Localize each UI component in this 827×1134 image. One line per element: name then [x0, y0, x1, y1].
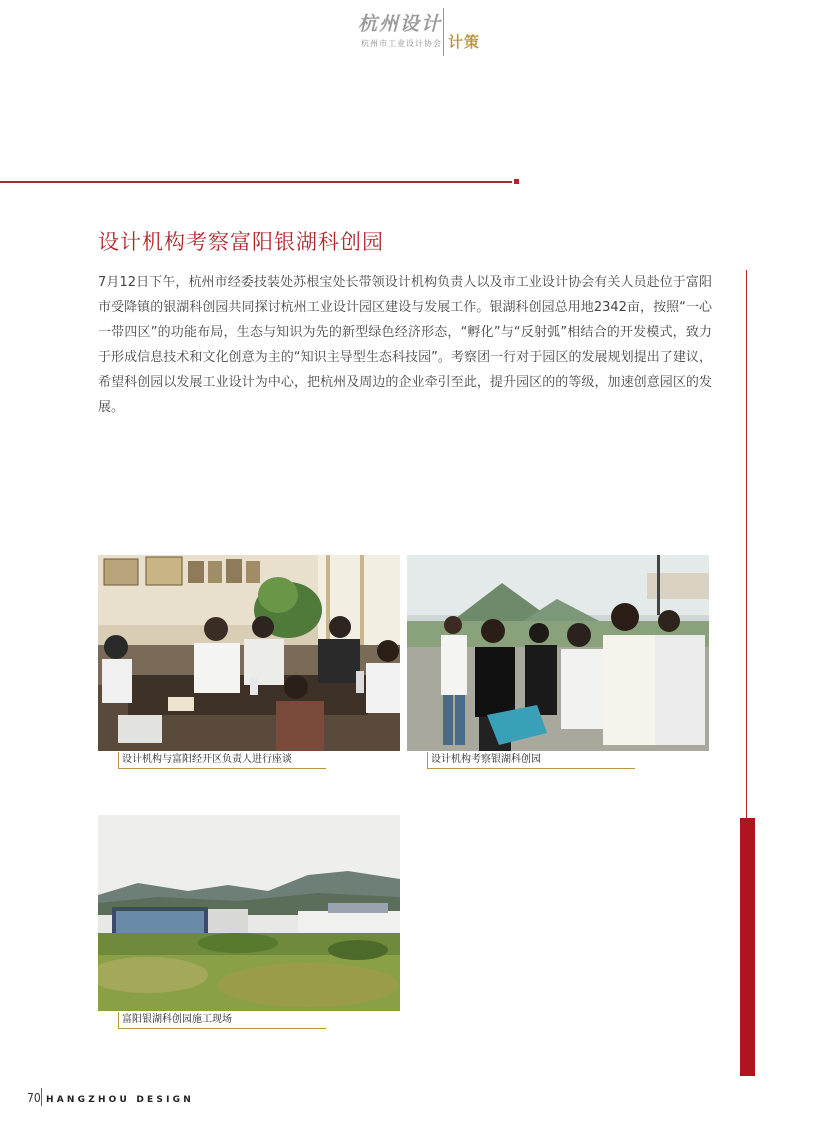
article-body: 7月12日下午，杭州市经委技装处苏根宝处长带领设计机构负责人以及市工业设计协会有关人员赴位于富阳市受降镇的银湖科创园共同探讨杭州工业设计园区建设与发展工作。银湖科创园总用地2342亩，按照“一心一带四区”的功能布局，生态与知识为先的新型绿色经济形态，“孵化”与“反射弧”相结合的开发模式，致力于形成信息技术和文化创意为主的“知识主导型生态科技园”。考察团一行对于园区的发展规划提出了建议，希望科创园以发展工业设计为中心，把杭州及周边的企业牵引至此，提升园区的的等级，加速创意园区的发展。	[98, 275, 712, 415]
caption-construction-site: 富阳银湖科创园施工现场	[118, 1012, 326, 1029]
header-divider	[443, 8, 444, 56]
section-label: 计策	[448, 33, 481, 51]
photo-meeting	[98, 555, 400, 751]
photo-site-visit	[407, 555, 709, 751]
footer-divider	[41, 1088, 42, 1106]
caption-meeting: 设计机构与富阳经开区负责人进行座谈	[118, 752, 326, 769]
page-number: 70	[27, 1091, 41, 1105]
right-thin-rule	[746, 270, 747, 818]
logo-title: 杭州设计	[357, 13, 442, 35]
magazine-logo	[330, 12, 442, 49]
logo-subtitle: 杭州市工业设计协会	[361, 39, 442, 48]
right-red-bar	[740, 818, 755, 1076]
magazine-name: HANGZHOU DESIGN	[46, 1095, 194, 1105]
photo-construction-site	[98, 815, 400, 1011]
top-red-rule	[0, 181, 512, 183]
top-rule-dot	[514, 179, 519, 184]
caption-site-visit: 设计机构考察银湖科创园	[427, 752, 635, 769]
article-title: 设计机构考察富阳银湖科创园	[98, 230, 384, 254]
